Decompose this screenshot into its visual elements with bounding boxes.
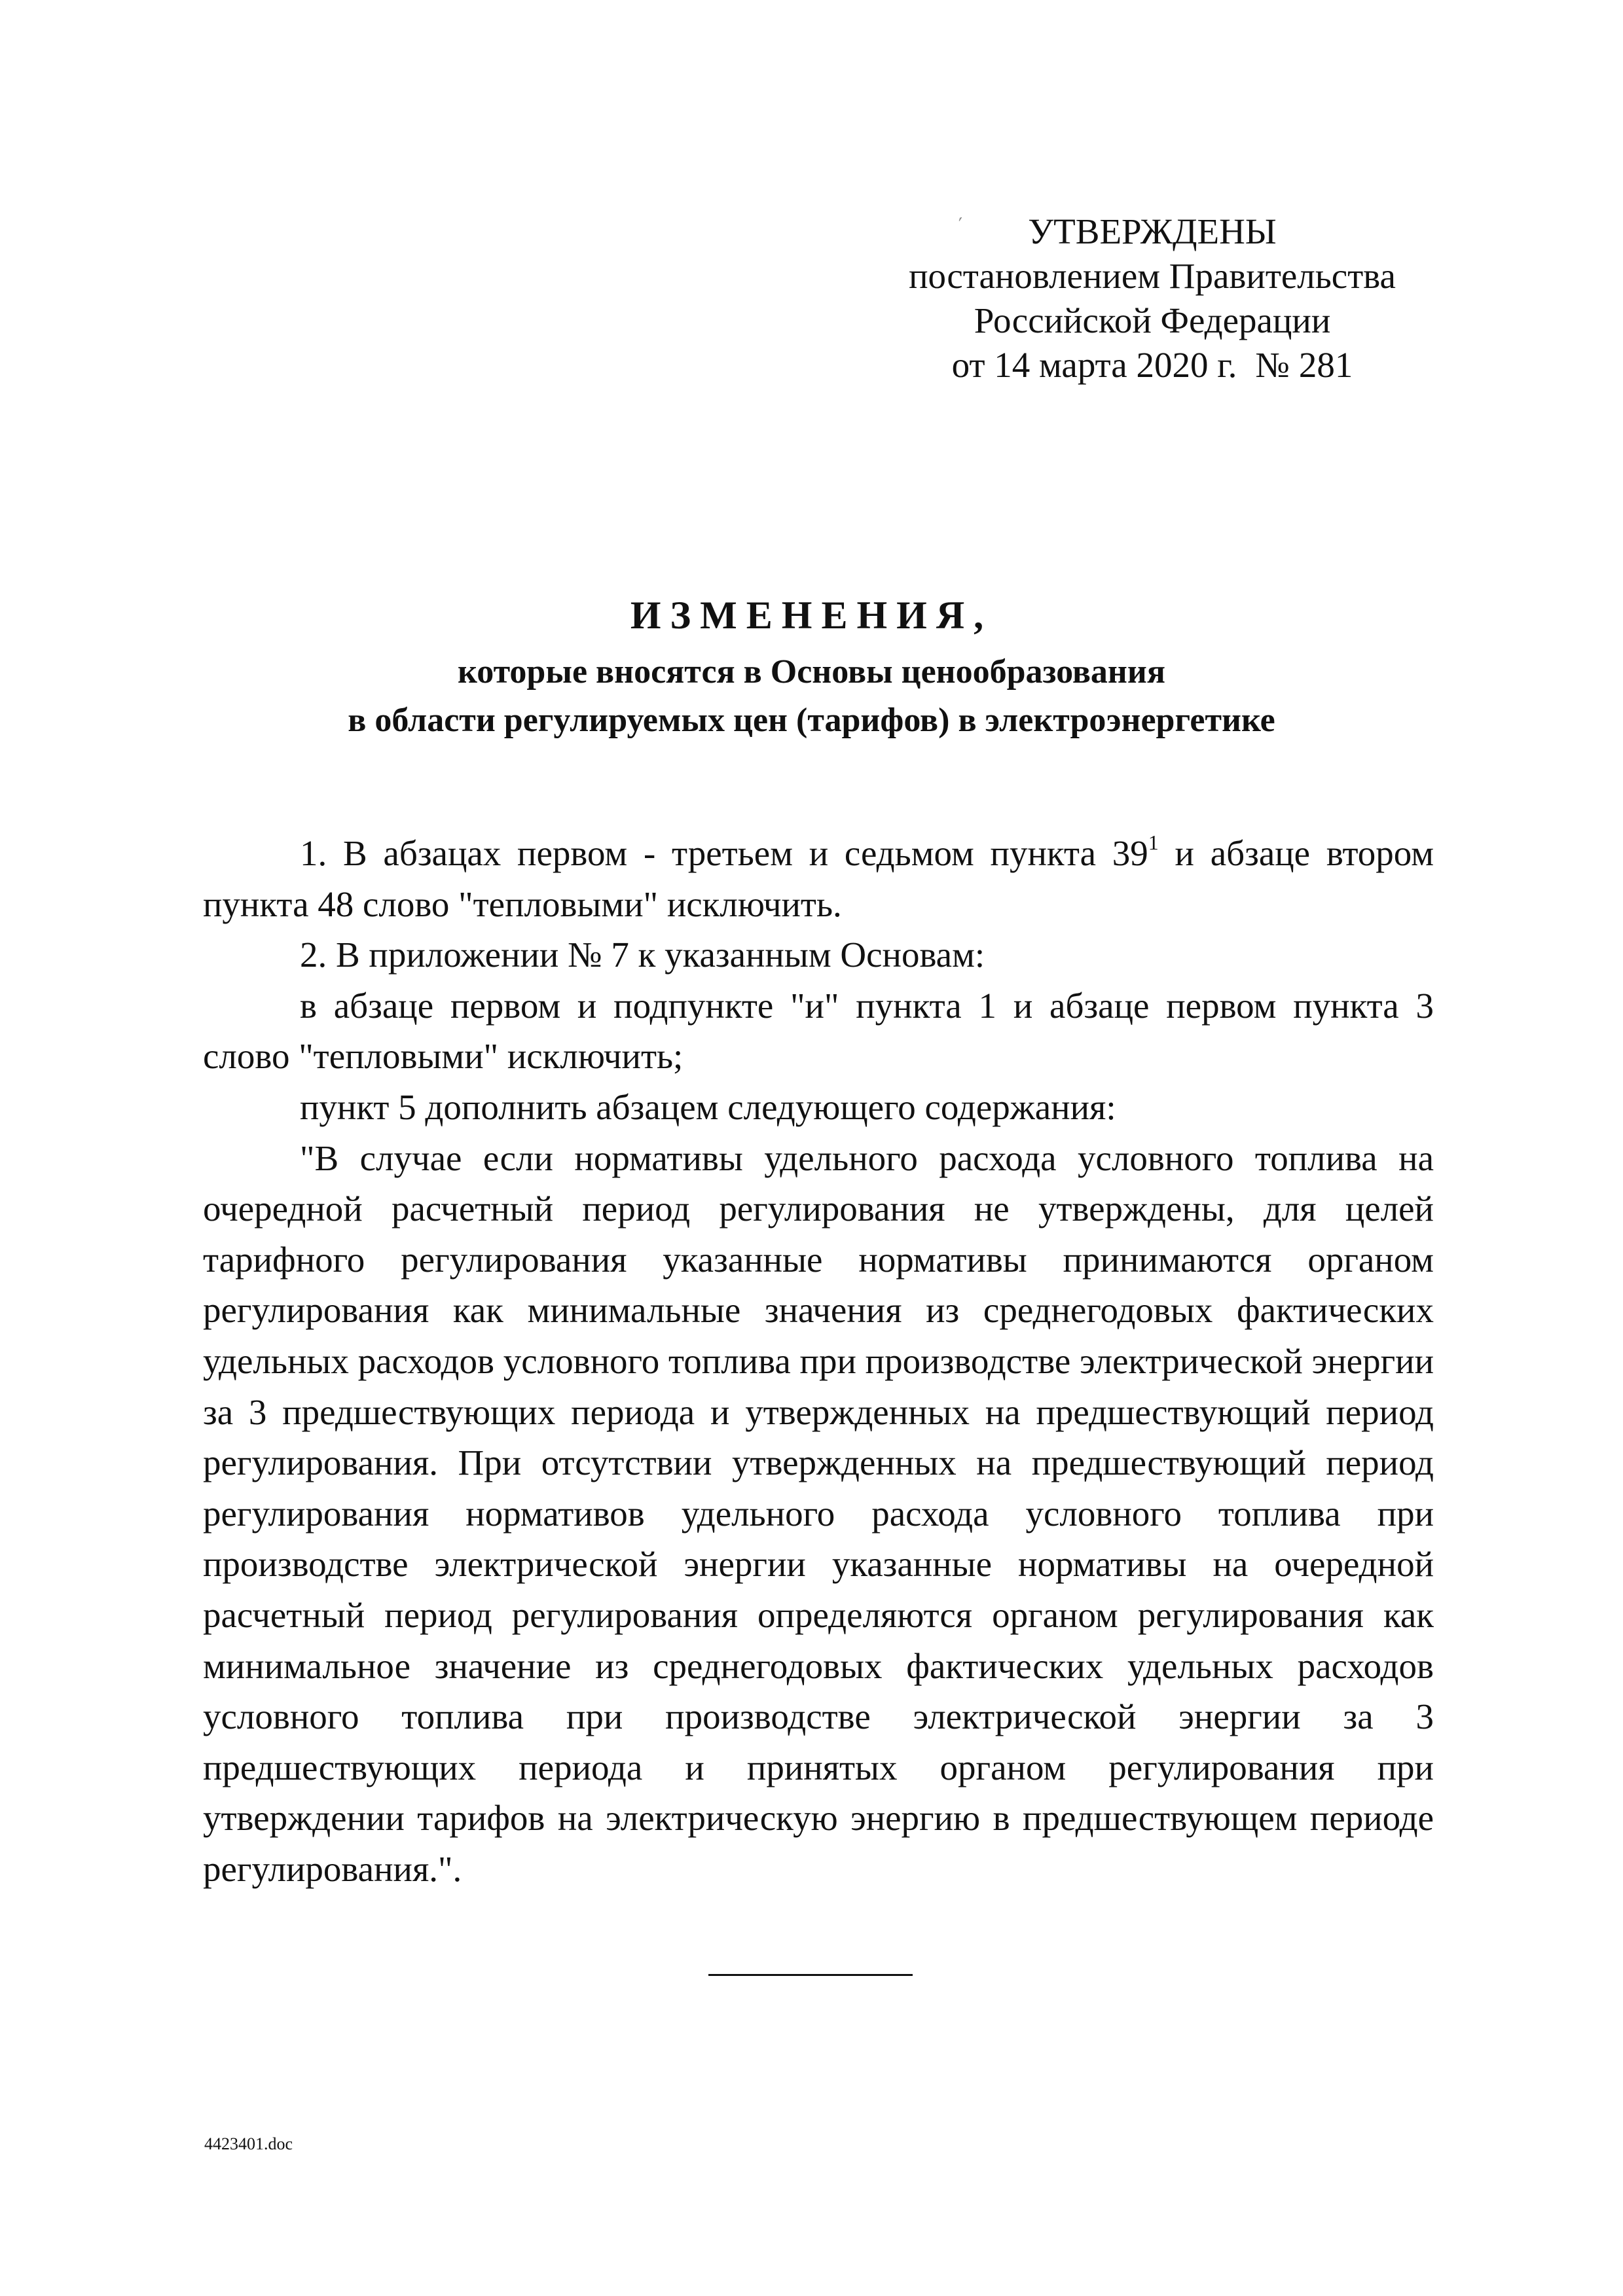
subtitle-line-2: в области регулируемых цен (тарифов) в электроэнергетике <box>348 702 1275 739</box>
approval-status: УТВЕРЖДЕНЫ <box>1028 211 1277 251</box>
footer-doc-id: 4423401.doc <box>204 2134 293 2153</box>
approval-date-number <box>871 343 1434 387</box>
paragraph-1-end: и абзаце втором пункта 48 слово "тепловыми" исключить. <box>203 833 1434 924</box>
document-body <box>203 828 1434 1894</box>
end-separator <box>708 1974 913 1976</box>
paragraph-3: в абзаце первом и подпункте "и" пункта 1 и абзаце первом пункта 3 слово "тепловыми" исключить; <box>203 985 1434 1077</box>
approval-line-1: постановлением Правительства <box>909 256 1396 296</box>
document-title: ИЗМЕНЕНИЯ, <box>630 594 993 637</box>
number-sign: № <box>1255 345 1290 385</box>
paragraph-5: "В случае если нормативы удельного расхода условного топлива на очередной расчетный период регулирования не утверждены, для целей тарифного регулирования указанные нормативы принимаются органом регулирования как минимальные значения из среднегодовых фактических удельных расходов условного топлива при производстве электрической энергии за 3 предшествующих периода и утвержденных на предшествующий период регулирования. При отсутствии утвержденных на предшествующий период регулирования нормативов удельного расхода условного топлива при производстве электрической энергии указанные нормативы на очередной расчетный период регулирования определяются органом регулирования как минимальное значение из среднегодовых фактических удельных расходов условного топлива при производстве электрической энергии за 3 предшествующих периода и принятых органом регулирования при утверждении тарифов на электрическую энергию в предшествующем периоде регулирования.". <box>203 1138 1434 1889</box>
paragraph-1 <box>203 828 1434 929</box>
subtitle-line-1: которые вносятся в Основы ценообразования <box>457 653 1165 691</box>
scan-mark: ˊ <box>955 213 970 236</box>
superscript: 1 <box>1148 831 1159 854</box>
approval-date: от 14 марта 2020 г. <box>951 345 1237 385</box>
paragraph-1-start: 1. В абзацах первом - третьем и седьмом пункта 39 <box>300 833 1148 873</box>
document-subtitle <box>196 648 1427 745</box>
paragraph-4: пункт 5 дополнить абзацем следующего содержания: <box>300 1086 1116 1127</box>
paragraph-2: 2. В приложении № 7 к указанным Основам: <box>300 935 985 975</box>
resolution-number: 281 <box>1298 345 1353 385</box>
approval-line-2: Российской Федерации <box>974 300 1331 340</box>
approval-block <box>871 209 1434 387</box>
